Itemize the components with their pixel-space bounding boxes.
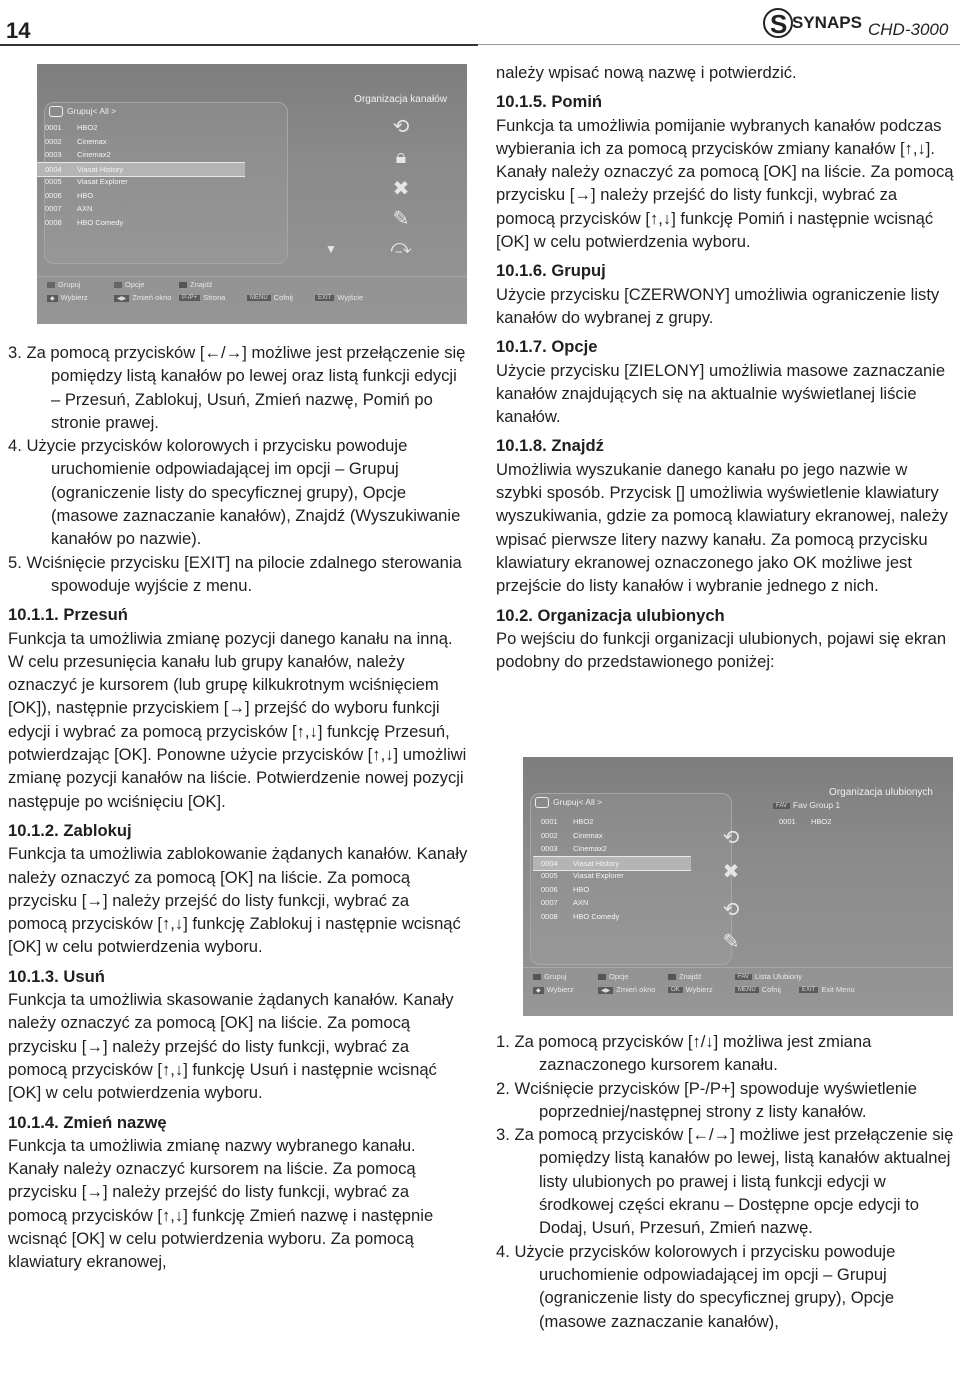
channel-number: 0003	[45, 150, 62, 159]
channel-number: 0005	[541, 871, 558, 880]
scroll-down-icon: ▼	[325, 242, 337, 256]
channel-row[interactable]	[37, 148, 245, 161]
grupuj-label: Grupuj	[544, 972, 567, 981]
header-rule-right	[478, 44, 960, 45]
channel-name: Cinemax2	[77, 150, 111, 159]
channel-name: HBO2	[77, 123, 98, 132]
znajdz-label: Znajdź	[679, 972, 702, 981]
left-column	[8, 341, 470, 1274]
cofnij-label: Cofnij	[761, 985, 781, 994]
wyjscie-label: Wyjście	[337, 293, 364, 302]
text-10-1-7: Użycie przycisku [ZIELONY] umożliwia masowe zaznaczanie kanałów znajdujących się na aktualnie wyświetlanej liście kanałów.	[496, 360, 946, 427]
heading-10-1-2: 10.1.2. Zablokuj	[8, 820, 132, 840]
text-10-1-5: Funkcja ta umożliwia pomijanie wybranych kanałów podczas wybierania ich za pomocą przycisków zmiany kanałów [↑,↓]. Kanały należy oznaczyć za pomocą [OK] na liście. Za pomocą przycisku [→] należy przejść do listy funkcji, wybrać za pomocą przycisków [↑,↓] funkcję Pomiń i następnie wcisnąć [OK] w celu potwierdzenia wyboru.	[496, 115, 954, 252]
right-column-top	[496, 61, 954, 673]
fav-list-item-3: 3. Za pomocą przycisków [←/→] możliwe jest przełączenie się pomiędzy listą kanałów po lewej, listą kanałów aktualnej listy ulubionych po prawej i listą funkcji edycji w środkowej części ekranu – Dostępne opcje edycji to Dodaj, Usuń, Przesuń, Zmień nazwę.	[496, 1125, 954, 1238]
svg-text:S: S	[770, 9, 788, 39]
channel-name: HBO Comedy	[573, 911, 620, 921]
heading-10-1-8: 10.1.8. Znajdź	[496, 436, 604, 456]
channel-name: Viasat Explorer	[77, 177, 128, 186]
heading-10-1-5: 10.1.5. Pomiń	[496, 92, 603, 112]
favorites-organizer-screenshot: Organizacja ulubionych Grupuj< All > FAV Fav Group 1 0001 HBO2 0001 HBO2 0002 Cinemax 0003 Cinemax2 0004 Viasat History 0005 Viasat Explorer 0006 HBO 0007 AXN 0008 HBO Comedy ⟲ ✖ ⟲ ✎ Grupuj Opcje Znajdź FAV Lista Ulubiony ◆ Wybierz ◀▶ Zmień okno OK Wybierz MENU Cofnij EXIT Exit Menu	[523, 757, 953, 1016]
text-10-1-6: Użycie przycisku [CZERWONY] umożliwia ograniczenie listy kanałów do wybranej z grupy.	[496, 284, 940, 327]
channel-row[interactable]	[533, 883, 691, 896]
group-label: Grupuj< All >	[553, 797, 603, 807]
heading-10-1-4: 10.1.4. Zmień nazwę	[8, 1112, 167, 1132]
grupuj-label: Grupuj	[58, 280, 81, 289]
channel-name: Cinemax	[77, 136, 107, 146]
channel-number: 0008	[45, 217, 62, 227]
right-column-bottom	[496, 1030, 954, 1333]
wybierz-label: Wybierz	[60, 293, 88, 302]
channel-number: 0002	[541, 830, 558, 840]
channel-number: 0007	[45, 204, 62, 213]
channel-row[interactable]	[533, 869, 691, 882]
synaps-logo	[762, 6, 872, 40]
channel-row[interactable]	[533, 842, 691, 855]
channel-number: 0002	[45, 136, 62, 146]
add-icon: ⟲	[722, 827, 740, 849]
brand-text: SYNAPS	[792, 13, 862, 32]
znajdz-label: Znajdź	[190, 280, 213, 289]
text-10-1-4: Funkcja ta umożliwia zmianę nazwy wybranego kanału. Kanały należy oznaczyć kursorem na liście. Za pomocą przycisku [→] należy przejść do listy funkcji, wybrać za pomocą przycisków [↑,↓] funkcję Zmień nazwę i następnie wcisnąć [OK] w celu potwierdzenia wyboru. Za pomocą klawiatury ekranowej,	[8, 1135, 434, 1272]
channel-name: Viasat Explorer	[573, 871, 624, 880]
channel-number: 0008	[541, 911, 558, 921]
channel-name: AXN	[573, 898, 589, 907]
heading-10-1-3: 10.1.3. Usuń	[8, 966, 105, 986]
channel-name: HBO Comedy	[77, 217, 124, 227]
move-icon: ⟲	[722, 899, 740, 921]
channel-row[interactable]	[533, 829, 691, 842]
channel-number: 0004	[541, 858, 558, 868]
list-item-3: 3. Za pomocą przycisków [←/→] możliwe jest przełączenie się pomiędzy listą kanałów po lewej oraz listą funkcji edycji – Przesuń, Zablokuj, Usuń, Zmień nazwę, Pomiń po stronie prawej.	[8, 343, 466, 432]
channel-number: 0001	[541, 817, 558, 826]
channel-number: 0006	[541, 884, 558, 894]
channel-number: 0005	[45, 177, 62, 186]
channel-row[interactable]	[37, 121, 245, 134]
channel-name: Cinemax2	[573, 844, 607, 853]
heading-10-1-6: 10.1.6. Grupuj	[496, 261, 606, 281]
lock-icon: 🔒︎	[395, 146, 407, 168]
zmien-okno-label: Zmień okno	[616, 985, 656, 994]
header-rule-left	[0, 44, 478, 46]
lista-ulubiony-label: Lista Ulubiony	[754, 972, 803, 981]
channel-row[interactable]	[37, 135, 245, 148]
rename-icon: ✎	[722, 931, 740, 953]
channel-name: HBO	[77, 190, 94, 200]
move-icon: ⟲	[392, 116, 410, 138]
channel-row[interactable]	[533, 815, 691, 828]
exit-menu-label: Exit Menu	[821, 985, 855, 994]
channel-name: Viasat History	[77, 164, 124, 174]
delete-icon: ✖	[722, 861, 740, 883]
text-10-2: Po wejściu do funkcji organizacji ulubionych, pojawi się ekran podobny do przedstawionego poniżej:	[496, 628, 947, 672]
text-10-1-1: Funkcja ta umożliwia zmianę pozycji danego kanału na inną. W celu przesunięcia kanału lub grupy kanałów, należy oznaczyć je kursorem (lub grupę kilkukrotnym wciśnięciem [OK]), następnie przyciskiem [→] przejść do wyboru funkcji edycji i wybrać za pomocą przycisków [↑,↓] funkcję Przesuń, potwierdzając [OK]. Ponowne użycie przycisków [↑,↓] umożliwi zmianę pozycji kanałów na liście. Potwierdzenie nowej pozycji następuje po wciśnięciu [OK].	[8, 628, 467, 811]
heading-10-2: 10.2. Organizacja ulubionych	[496, 605, 725, 625]
delete-icon: ✖	[392, 178, 410, 200]
opcje-label: Opcje	[609, 972, 629, 981]
channel-name: Viasat History	[573, 858, 620, 868]
channel-number: 0004	[45, 164, 62, 174]
fav-list-item-4: 4. Użycie przycisków kolorowych i przycisku powoduje uruchomienie odpowiadającej im opcji – Grupuj (ograniczenie listy do specyficznej grupy), Opcje (masowe zaznaczanie kanałów),	[496, 1241, 896, 1331]
heading-10-1-7: 10.1.7. Opcje	[496, 337, 598, 357]
channel-name: Cinemax	[573, 830, 603, 840]
channel-number: 0006	[45, 190, 62, 200]
channel-row[interactable]	[37, 189, 245, 202]
fav-group-label: Fav Group 1	[792, 800, 841, 810]
tv-icon	[49, 106, 63, 117]
channel-number: 0007	[541, 898, 558, 907]
text-continuation: należy wpisać nową nazwę i potwierdzić.	[496, 63, 797, 82]
page-number: 14	[6, 18, 31, 43]
model-name: CHD-3000	[868, 20, 949, 39]
group-label: Grupuj< All >	[67, 106, 117, 116]
channel-name: HBO2	[573, 817, 594, 826]
wybierz2-label: Wybierz	[685, 985, 713, 994]
list-item-5: 5. Wciśnięcie przycisku [EXIT] na pilocie zdalnego sterowania spowoduje wyjście z menu.	[8, 552, 462, 595]
skip-icon: ⤼	[390, 236, 412, 258]
channel-number: 0003	[541, 844, 558, 853]
page-header	[0, 0, 960, 44]
zmien-okno-label: Zmień okno	[132, 293, 172, 302]
channel-organizer-screenshot: Organizacja kanałów Grupuj< All > 0001 HBO2 0002 Cinemax 0003 Cinemax2 0004 Viasat History 0005 Viasat Explorer 0006 HBO 0007 AXN 0008 HBO Comedy ⟲ 🔒︎ ✖ ✎ ▼ ⤼ Grupuj Opcje Znajdź ◆ Wybierz ◀▶ Zmień okno P-/P+ Strona MENU Cofnij EXIT Wyjście	[37, 64, 467, 324]
channel-name: HBO	[573, 884, 590, 894]
fav-channel-row: 0001 HBO2	[779, 817, 832, 826]
fav-list-item-2: 2. Wciśnięcie przycisków [P-/P+] spowoduje wyświetlenie poprzedniej/następnej strony z listy kanałów.	[496, 1078, 917, 1121]
wybierz-label: Wybierz	[546, 985, 574, 994]
rename-icon: ✎	[392, 208, 410, 230]
text-10-1-8: Umożliwia wyszukanie danego kanału po jego nazwie w szybki sposób. Przycisk [] umożliwia wyświetlenie klawiatury wyszukiwania, gdzie za pomocą klawiatury ekranowej, należy wpisać pierwsze litery nazwy kanału. Za pomocą przycisku klawiatury ekranowej oznaczonego jako OK możliwe jest przejście do listy kanałów i wybranie jednego z nich.	[496, 459, 948, 596]
screen-title: Organizacja ulubionych	[829, 787, 933, 798]
opcje-label: Opcje	[125, 280, 145, 289]
channel-row[interactable]	[37, 175, 245, 188]
heading-10-1-1: 10.1.1. Przesuń	[8, 605, 128, 625]
channel-row[interactable]	[533, 896, 691, 909]
text-10-1-3: Funkcja ta umożliwia skasowanie żądanych kanałów. Kanały należy oznaczyć za pomocą [OK] na liście. Za pomocą przycisku [→] należy przejść do listy funkcji, wybrać za pomocą przycisków [↑,↓] funkcję Usuń i następnie wcisnąć [OK] w celu potwierdzenia wyboru.	[8, 990, 454, 1103]
screen-title: Organizacja kanałów	[354, 94, 447, 105]
fav-list-item-1: 1. Za pomocą przycisków [↑/↓] możliwa jest zmiana zaznaczonego kursorem kanału.	[496, 1032, 872, 1075]
strona-label: Strona	[203, 293, 226, 302]
channel-row[interactable]	[37, 216, 245, 229]
tv-icon	[535, 797, 549, 808]
channel-row[interactable]	[533, 910, 691, 923]
channel-name: AXN	[77, 204, 93, 213]
channel-row[interactable]	[37, 202, 245, 215]
channel-number: 0001	[45, 123, 62, 132]
text-10-1-2: Funkcja ta umożliwia zablokowanie żądanych kanałów. Kanały należy oznaczyć za pomocą [OK] na liście. Za pomocą przycisku [→] należy przejść do listy funkcji, wybrać za pomocą przycisków [↑,↓] funkcję Zablokuj i następnie wcisnąć [OK] w celu potwierdzenia wyboru.	[8, 844, 468, 957]
cofnij-label: Cofnij	[273, 293, 293, 302]
list-item-4: 4. Użycie przycisków kolorowych i przycisku powoduje uruchomienie odpowiadającej im opcji – Grupuj (ograniczenie listy do specyficznej grupy), Opcje (masowe zaznaczanie kanałów), Znajdź (Wyszukiwanie kanałów po nazwie).	[8, 436, 461, 549]
